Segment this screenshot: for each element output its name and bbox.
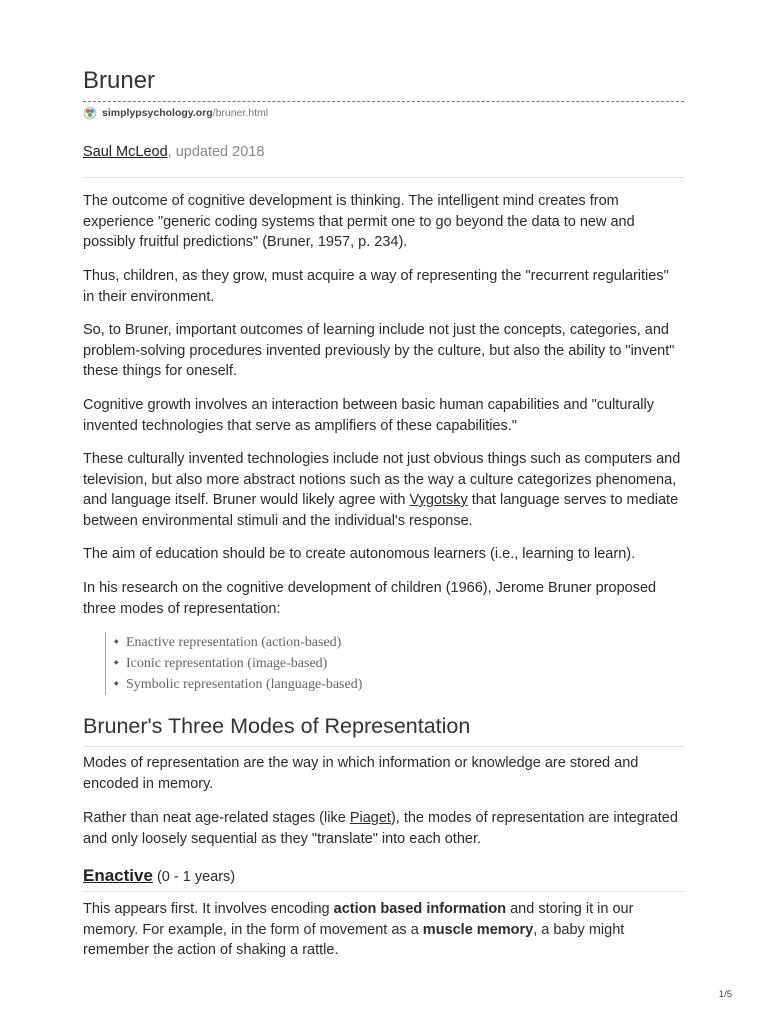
source-path[interactable]: /bruner.html: [212, 107, 269, 119]
title-divider: [83, 101, 684, 102]
paragraph-technologies: [83, 449, 684, 531]
paragraph-text: Rather than neat age-related stages (like: [83, 810, 350, 826]
byline: [83, 144, 264, 160]
paragraph-aim: The aim of education should be to create autonomous learners (i.e., learning to learn).: [83, 546, 636, 562]
paragraph-regularities: Thus, children, as they grow, must acquire a way of representing the "recurrent regularities" in their environment.: [83, 268, 669, 305]
section-heading: Bruner's Three Modes of Representation: [83, 714, 471, 738]
list-item: ◆ Symbolic representation (language-based): [114, 674, 362, 695]
piaget-link[interactable]: Piaget: [349, 810, 391, 826]
modes-list: [105, 632, 362, 695]
enactive-link[interactable]: Enactive: [83, 866, 153, 885]
section-divider: [83, 746, 684, 747]
paragraph-text: and storing it in our memory. For example, in the form of movement as a: [83, 901, 634, 938]
source-domain[interactable]: simplypsychology.org: [102, 107, 213, 119]
paragraph-outcome: The outcome of cognitive development is thinking. The intelligent mind creates from experience "generic coding systems that permit one to go beyond the data to new and possibly fruitful predictions" (Bruner, 1957, p. 234).: [83, 193, 635, 250]
enactive-heading: [83, 866, 235, 886]
paragraph-research: In his research on the cognitive development of children (1966), Jerome Bruner proposed three modes of representation:: [83, 580, 657, 617]
page-title: Bruner: [83, 67, 156, 94]
paragraph-text: These culturally invented technologies include not just obvious things such as computers and television, but also more abstract notions such as the way a culture categorizes phenomena, and language itself. Bruner would likely agree with: [83, 451, 681, 508]
paragraph-modes-definition: Modes of representation are the way in which information or knowledge are stored and encoded in memory.: [83, 755, 639, 792]
paragraph-invent: So, to Bruner, important outcomes of learning include not just the concepts, categories, and problem-solving procedures invented previously by the culture, but also the ability to "invent" these things for oneself.: [83, 322, 675, 379]
source-line: [83, 106, 268, 120]
vygotsky-link[interactable]: Vygotsky: [409, 492, 468, 508]
paragraph-text: This appears first. It involves encoding: [83, 901, 334, 917]
paragraph-text: ), the modes of representation are integrated and only loosely sequential as they "translate" into each other.: [83, 810, 678, 847]
author-link[interactable]: Saul McLeod: [83, 144, 168, 160]
site-favicon-icon: [83, 106, 97, 120]
bold-term: action based information: [333, 901, 507, 917]
paragraph-text: that language serves to mediate between environmental stimuli and the individual's response.: [83, 492, 679, 529]
paragraph-text: , a baby might remember the action of shaking a rattle.: [83, 921, 625, 958]
enactive-divider: [83, 891, 684, 892]
bold-term: muscle memory: [422, 921, 534, 938]
page-number: 1/5: [718, 989, 732, 1000]
updated-text: , updated 2018: [167, 144, 265, 160]
list-item: ◆ Iconic representation (image-based): [114, 653, 362, 674]
paragraph-cognitive-growth: Cognitive growth involves an interaction between basic human capabilities and "culturally invented technologies that serve as amplifiers of these capabilities.": [83, 397, 654, 434]
list-item: ◆ Enactive representation (action-based): [114, 632, 362, 653]
paragraph-enactive: [83, 899, 684, 961]
paragraph-piaget: [83, 808, 684, 849]
byline-divider: [83, 177, 684, 178]
enactive-years: (0 - 1 years): [152, 869, 236, 885]
